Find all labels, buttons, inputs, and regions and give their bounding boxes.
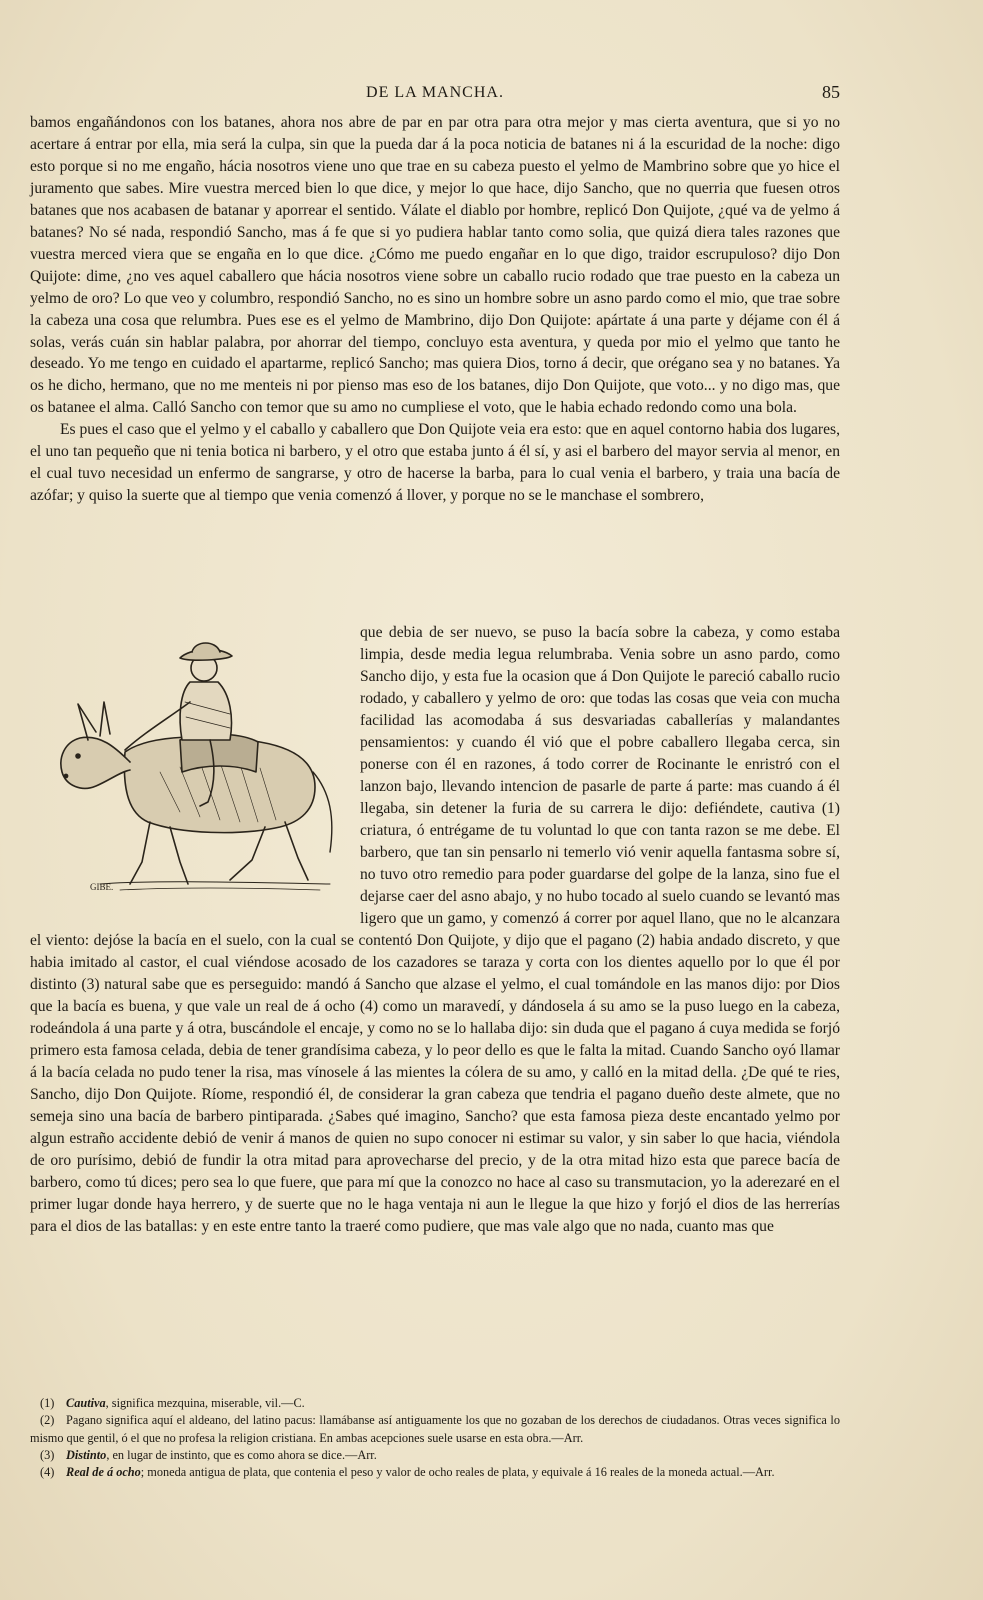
paragraph-2-continued: que debia de ser nuevo, se puso la bacía sobre la cabeza, y como estaba limpia, desde media legua relumbraba. Venia sobre un asno pardo, como Sancho dijo, y esta fue la ocasion que á Don Quijote le pareció caballo rucio rodado, y caballero y yelmo de oro: que todas las cosas que veia con mucha facilidad las acomodaba á sus desvariadas caballerías y malandantes pensamientos: y cuando él vió que el pobre caballero llegaba cerca, sin ponerse con él en razones, á todo correr de Rocinante le enristró con el lanzon bajo, llevando intencion de pasarle de parte á parte: mas cuando á él llegaba, sin detener la furia de su carrera le dijo: defiéndete, cautiva (1) criatura, ó entrégame de tu voluntad lo que con tanta razon se me debe. El barbero, que tan sin pensarlo ni temerlo vió venir aquella fantasma sobre sí, no tuvo otro remedio para poder guardarse del golpe de la lanza, sino fue el dejarse caer del asno abajo, y no hubo tocado al suelo cuando se levantó mas ligero que un gamo, y comenzó á correr por aquel llano, que no le alcanzara el viento: dejóse la bacía en el suelo, con la cual se contentó Don Quijote, y dijo que el pagano (2) habia andado discreto, y que habia imitado al castor, el cual viéndose acosado de los cazadores se taraza y corta con los dientes aquello por lo que él por distinto (3) natural sabe que es perseguido: mandó á Sancho que alzase el yelmo, el cual tomándole en las manos dijo: por Dios que la bacía es buena, y que vale un real de á ocho (4) como un maravedí, y dándosela á su amo se la puso luego en la cabeza, rodeándola á una parte y á otra, buscándole el encaje, y como no se lo hallaba dijo: sin duda que el pagano á cuya medida se forjó primero esta famosa celada, debia de tener grandísima cabeza, y lo peor dello es que le falta la mitad. Cuando Sancho oyó llamar á la bacía celada no pudo tener la risa, mas vínosele á las mientes la cólera de su amo, y calló en la mitad della. ¿De qué te ries, Sancho, dijo Don Quijote. Ríome, respondió él, de considerar la gran cabeza que tendria el pagano dueño deste almete, que no semeja sino una bacía de barbero pintiparada. ¿Sabes qué imagino, Sancho? que esta famosa pieza deste encantado yelmo por algun estraño accidente debió de venir á manos de quien no supo conocer ni estimar su valor, y sin saber lo que hacia, viéndola de oro purísimo, debió de fundir la otra mitad para aprovecharse del precio, y de la otra mitad hizo esta que parece bacía de barbero, como tú dices; pero sea lo que fuere, que para mí que la conozco no hace al caso su transmutacion, yo la aderezaré en el primer lugar donde haya herrero, y de suerte que no le haga ventaja ni aun le llegue la que hizo y forjó el dios de las herrerías para el dios de las batallas: y en este entre tanto la traeré como pudiere, que mas vale algo que no nada, cuanto mas que [30,624,840,1235]
page-header [30,82,840,106]
page-number: 85 [822,82,840,102]
paragraph-1: bamos engañándonos con los batanes, ahora nos abre de par en par otra para otra mejor y mas cierta aventura, que si yo no acertare á entrar por ella, mia será la culpa, sin que la pueda dar á la poca noticia de batanes ni á la escuridad de la noche: digo esto porque si no me engaño, hácia nosotros viene uno que trae en su cabeza puesto el yelmo de Mambrino sobre que yo hice el juramento que sabes. Mire vuestra merced bien lo que dice, y mejor lo que hace, dijo Sancho, que no querria que fuesen otros batanes que nos acabasen de batanar y aporrear el sentido. Válate el diablo por hombre, replicó Don Quijote, ¿qué va de yelmo á batanes? No sé nada, respondió Sancho, mas á fe que si yo pudiera hablar tanto como solia, que quizá diera tales razones que vuestra merced viera que se engaña en lo que dice. ¿Cómo me puedo engañar en lo que digo, traidor escrupuloso? dijo Don Quijote: dime, ¿no ves aquel caballero que hácia nosotros viene sobre un caballo rucio rodado que trae puesto en la cabeza un yelmo de oro? Lo que veo y columbro, respondió Sancho, no es sino un hombre sobre un asno pardo como el mio, que trae sobre la cabeza una cosa que relumbra. Pues ese es el yelmo de Mambrino, dijo Don Quijote: apártate á una parte y déjame con él á solas, verás cuán sin hablar palabra, por ahorrar del tiempo, concluyo esta aventura, y queda por mio el yelmo que tanto he deseado. Yo me tengo en cuidado el apartarme, replicó Sancho; mas quiera Dios, torno á decir, que orégano sea y no batanes. Ya os he dicho, hermano, que no me menteis ni por pienso mas eso de los batanes, dijo Don Quijote, que voto... y no digo mas, que os batanee el alma. Calló Sancho con temor que su amo no cumpliese el voto, que le habia echado redondo como una bola. [30,114,840,417]
barber-on-donkey-illustration [30,622,348,912]
footnote-1: (1) Cautiva, significa mezquina, miserable, vil.—C. [40,1396,305,1410]
paragraph-2: Es pues el caso que el yelmo y el caballo y caballero que Don Quijote veia era esto: que en aquel contorno habia dos lugares, el uno tan pequeño que ni tenia botica ni barbero, y el otro que estaba junto á él sí, y asi el barbero del mayor servia al menor, en el cual tuvo necesidad un enfermo de sangrarse, y otro de hacerse la barba, para lo cual venia el barbero, y traia una bacía de azófar; y quiso la suerte que al tiempo que venia comenzó á llover, y porque no se le manchase el sombrero, [30,421,840,505]
main-text-top [30,112,840,507]
footnote-4: (4) Real de á ocho; moneda antigua de plata, que contenia el peso y valor de ocho reales de plata, y equivale á 16 reales de la moneda actual.—Arr. [40,1465,775,1480]
footnote-2: (2) Pagano significa aquí el aldeano, del latino pacus: llamábanse así antiguamente los que no gozaban de los derechos de ciudadanos. Otras veces significa lo mismo que gentil, ó el que no profesa la religion cristiana. En ambas acepciones suele usarse en esta obra.—Arr. [30,1413,840,1445]
footnote-3: (3) Distinto, en lugar de instinto, que es como ahora se dice.—Arr. [40,1447,377,1462]
engraving-image [30,622,348,912]
footnotes [30,1395,840,1481]
running-title: DE LA MANCHA. [366,84,504,101]
engraver-signature: GIBE. [90,882,114,892]
illustrated-text-block [30,622,840,1238]
